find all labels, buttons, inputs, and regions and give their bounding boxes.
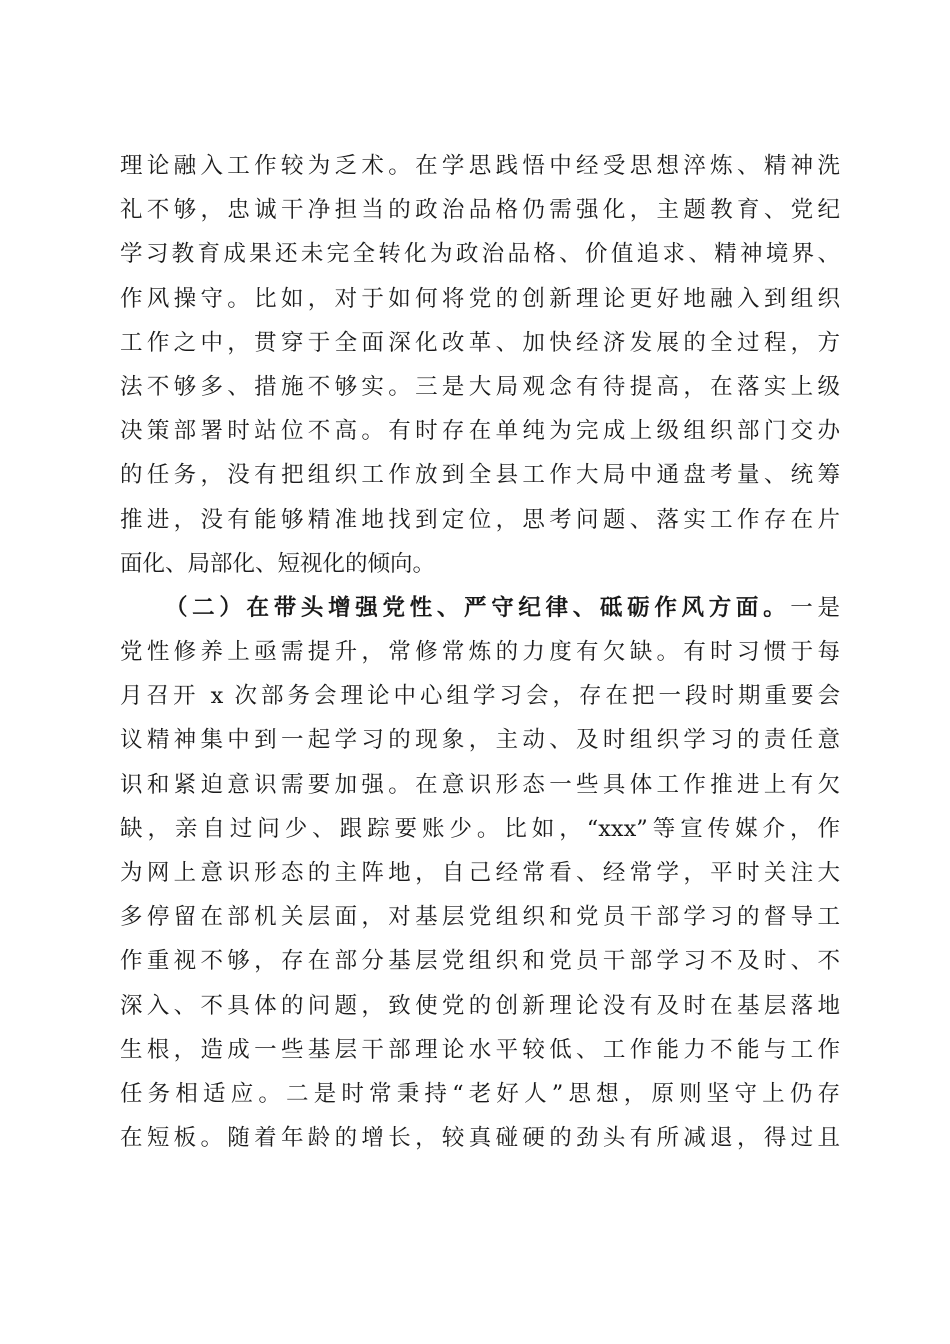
paragraph-2 xyxy=(120,586,840,1160)
text-line: 缺，亲自过问少、跟踪要账少。比如，“xxx”等宣传媒介，作 xyxy=(120,815,840,842)
text-line: 为网上意识形态的主阵地，自己经常看、经常学，平时关注大 xyxy=(120,860,840,886)
text-line: 决策部署时站位不高。有时存在单纯为完成上级组织部门交办 xyxy=(120,418,840,445)
section-heading: （二）在带头增强党性、严守纪律、砥砺作风方面。 xyxy=(165,594,791,621)
section-heading-line xyxy=(120,586,840,630)
text-line: 作风操守。比如，对于如何将党的创新理论更好地融入到组织 xyxy=(120,285,840,312)
text-line: 生根，造成一些基层干部理论水平较低、工作能力不能与工作 xyxy=(120,1036,840,1063)
text-line: 议精神集中到一起学习的现象，主动、及时组织学习的责任意 xyxy=(120,727,840,754)
text-line: 任务相适应。二是时常秉持“老好人”思想，原则坚守上仍存 xyxy=(120,1080,840,1107)
document-body xyxy=(120,144,840,1160)
text-line: 作重视不够，存在部分基层党组织和党员干部学习不及时、不 xyxy=(120,948,840,975)
text-line: 学习教育成果还未完全转化为政治品格、价值追求、精神境界、 xyxy=(120,241,840,268)
text-line: 在短板。随着年龄的增长，较真碰硬的劲头有所减退，得过且 xyxy=(120,1125,840,1152)
text-line: 党性修养上亟需提升，常修常炼的力度有欠缺。有时习惯于每 xyxy=(120,639,840,666)
text-line: 礼不够，忠诚干净担当的政治品格仍需强化，主题教育、党纪 xyxy=(120,197,840,224)
text-line: 面化、局部化、短视化的倾向。 xyxy=(120,550,436,577)
text-line: 深入、不具体的问题，致使党的创新理论没有及时在基层落地 xyxy=(120,992,840,1019)
text-line: 多停留在部机关层面，对基层党组织和党员干部学习的督导工 xyxy=(120,904,840,931)
text-line: 理论融入工作较为乏术。在学思践悟中经受思想淬炼、精神洗 xyxy=(120,153,840,179)
section-heading-continuation: 一是 xyxy=(790,594,840,621)
text-line: 法不够多、措施不够实。三是大局观念有待提高，在落实上级 xyxy=(120,373,840,400)
paragraph-1 xyxy=(120,144,840,586)
text-line: 月召开 x 次部务会理论中心组学习会，存在把一段时期重要会 xyxy=(120,683,840,710)
text-line: 识和紧迫意识需要加强。在意识形态一些具体工作推进上有欠 xyxy=(120,771,840,798)
text-line: 工作之中，贯穿于全面深化改革、加快经济发展的全过程，方 xyxy=(120,329,840,356)
text-line: 的任务，没有把组织工作放到全县工作大局中通盘考量、统筹 xyxy=(120,462,840,489)
text-line: 推进，没有能够精准地找到定位，思考问题、落实工作存在片 xyxy=(120,506,840,533)
